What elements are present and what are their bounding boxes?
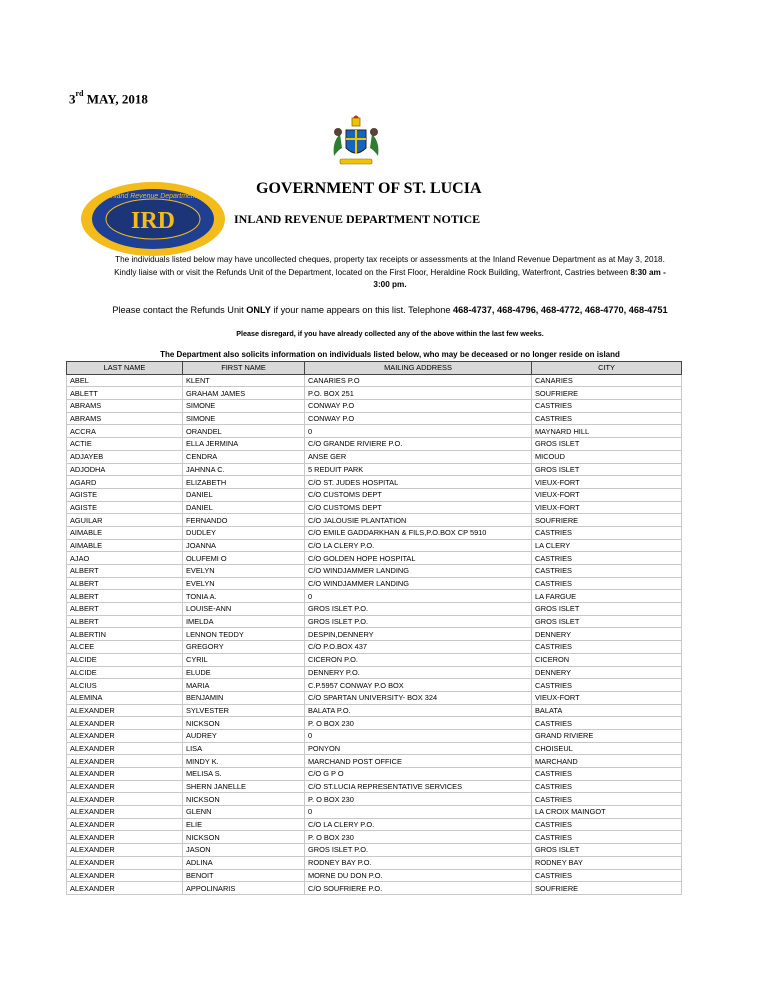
disregard-note: Please disregard, if you have already collected any of the above within the last few weeks. — [236, 329, 544, 338]
table-row — [67, 818, 682, 831]
cell-city: SOUFRIERE — [532, 882, 682, 895]
cell-city: CASTRIES — [532, 831, 682, 844]
cell-city: CASTRIES — [532, 641, 682, 654]
cell-first-name: DANIEL — [183, 501, 305, 514]
cell-mailing-address: PONYON — [305, 742, 532, 755]
cell-last-name: ALEXANDER — [67, 844, 183, 857]
cell-last-name: ALEXANDER — [67, 704, 183, 717]
date-month-year: MAY, 2018 — [86, 91, 148, 107]
cell-mailing-address: P.O. BOX 251 — [305, 387, 532, 400]
cell-mailing-address: DESPIN,DENNERY — [305, 628, 532, 641]
cell-first-name: APPOLINARIS — [183, 882, 305, 895]
cell-city: LA FARGUE — [532, 590, 682, 603]
refunds-table — [66, 361, 682, 895]
cell-first-name: GRAHAM JAMES — [183, 387, 305, 400]
contact-line — [40, 305, 740, 315]
cell-city: DENNERY — [532, 666, 682, 679]
cell-mailing-address: 0 — [305, 806, 532, 819]
cell-city: CASTRIES — [532, 818, 682, 831]
cell-mailing-address: C/O LA CLERY P.O. — [305, 539, 532, 552]
cell-last-name: ALEXANDER — [67, 831, 183, 844]
cell-mailing-address: C.P.5957 CONWAY P.O BOX — [305, 679, 532, 692]
table-row — [67, 412, 682, 425]
office-hours-end: 3:00 pm. — [373, 280, 407, 289]
cell-mailing-address: 0 — [305, 729, 532, 742]
cell-last-name: ALEXANDER — [67, 768, 183, 781]
table-row — [67, 653, 682, 666]
cell-mailing-address: 5 REDUIT PARK — [305, 463, 532, 476]
cell-city: CASTRIES — [532, 793, 682, 806]
svg-text:IRD: IRD — [130, 208, 176, 234]
cell-last-name: ALEMINA — [67, 691, 183, 704]
cell-last-name: ABRAMS — [67, 412, 183, 425]
cell-first-name: LISA — [183, 742, 305, 755]
cell-first-name: EVELYN — [183, 565, 305, 578]
cell-first-name: NICKSON — [183, 717, 305, 730]
cell-mailing-address: MORNE DU DON P.O. — [305, 869, 532, 882]
table-header-row — [67, 362, 682, 375]
table-row — [67, 565, 682, 578]
cell-mailing-address: 0 — [305, 425, 532, 438]
cell-city: CASTRIES — [532, 565, 682, 578]
cell-city: GRAND RIVIERE — [532, 729, 682, 742]
table-row — [67, 374, 682, 387]
cell-city: CASTRIES — [532, 869, 682, 882]
cell-city: CASTRIES — [532, 552, 682, 565]
cell-last-name: ALEXANDER — [67, 806, 183, 819]
table-row — [67, 768, 682, 781]
table-row — [67, 869, 682, 882]
cell-mailing-address: C/O EMILE GADDARKHAN & FILS,P.O.BOX CP 5910 — [305, 526, 532, 539]
intro-line-2-text: Kindly liaise with or visit the Refunds Unit of the Department, located on the First Floor, Heraldine Rock Building, Waterfront, Castries between — [114, 267, 631, 277]
cell-last-name: ALBERT — [67, 603, 183, 616]
table-row — [67, 450, 682, 463]
cell-last-name: ALEXANDER — [67, 856, 183, 869]
table-row — [67, 806, 682, 819]
table-row — [67, 742, 682, 755]
cell-last-name: ALCIUS — [67, 679, 183, 692]
table-row — [67, 514, 682, 527]
table-row — [67, 755, 682, 768]
cell-first-name: GLENN — [183, 806, 305, 819]
cell-first-name: CENDRA — [183, 450, 305, 463]
cell-last-name: ABRAMS — [67, 400, 183, 413]
cell-mailing-address: DENNERY P.O. — [305, 666, 532, 679]
table-row — [67, 691, 682, 704]
table-row — [67, 704, 682, 717]
cell-mailing-address: ANSE GER — [305, 450, 532, 463]
cell-mailing-address: C/O WINDJAMMER LANDING — [305, 577, 532, 590]
cell-first-name: NICKSON — [183, 831, 305, 844]
cell-mailing-address: 0 — [305, 590, 532, 603]
cell-city: GROS ISLET — [532, 603, 682, 616]
table-row — [67, 628, 682, 641]
notice-date — [69, 91, 148, 107]
cell-city: VIEUX-FORT — [532, 488, 682, 501]
cell-last-name: AJAO — [67, 552, 183, 565]
cell-last-name: ALEXANDER — [67, 793, 183, 806]
cell-last-name: ALEXANDER — [67, 818, 183, 831]
cell-city: GROS ISLET — [532, 844, 682, 857]
cell-mailing-address: C/O WINDJAMMER LANDING — [305, 565, 532, 578]
table-row — [67, 476, 682, 489]
cell-city: SOUFRIERE — [532, 514, 682, 527]
solicit-note: The Department also solicits information on individuals listed below, who may be deceased or no longer reside on island — [160, 350, 620, 359]
cell-city: VIEUX-FORT — [532, 691, 682, 704]
cell-mailing-address: C/O SOUFRIERE P.O. — [305, 882, 532, 895]
cell-last-name: AGISTE — [67, 501, 183, 514]
table-row — [67, 552, 682, 565]
cell-first-name: OLUFEMI O — [183, 552, 305, 565]
cell-last-name: ADJODHA — [67, 463, 183, 476]
table-row — [67, 844, 682, 857]
cell-first-name: JAHNNA C. — [183, 463, 305, 476]
cell-mailing-address: CANARIES P.O — [305, 374, 532, 387]
cell-city: MARCHAND — [532, 755, 682, 768]
cell-mailing-address: MARCHAND POST OFFICE — [305, 755, 532, 768]
cell-first-name: SIMONE — [183, 400, 305, 413]
cell-mailing-address: C/O SPARTAN UNIVERSITY- BOX 324 — [305, 691, 532, 704]
government-title: GOVERNMENT OF ST. LUCIA — [256, 180, 482, 197]
cell-city: CANARIES — [532, 374, 682, 387]
cell-mailing-address: C/O ST.LUCIA REPRESENTATIVE SERVICES — [305, 780, 532, 793]
cell-mailing-address: GROS ISLET P.O. — [305, 603, 532, 616]
cell-last-name: ALEXANDER — [67, 869, 183, 882]
cell-first-name: GREGORY — [183, 641, 305, 654]
cell-city: CASTRIES — [532, 526, 682, 539]
table-row — [67, 425, 682, 438]
department-notice-title: INLAND REVENUE DEPARTMENT NOTICE — [234, 212, 481, 226]
table-row — [67, 400, 682, 413]
cell-last-name: ABEL — [67, 374, 183, 387]
cell-first-name: ELIE — [183, 818, 305, 831]
cell-last-name: ALBERT — [67, 590, 183, 603]
table-row — [67, 387, 682, 400]
cell-last-name: ALEXANDER — [67, 755, 183, 768]
cell-last-name: ALBERT — [67, 565, 183, 578]
cell-last-name: ALEXANDER — [67, 729, 183, 742]
coat-of-arms-icon — [326, 114, 386, 168]
cell-first-name: KLENT — [183, 374, 305, 387]
cell-city: SOUFRIERE — [532, 387, 682, 400]
cell-city: CASTRIES — [532, 400, 682, 413]
cell-mailing-address: C/O GRANDE RIVIERE P.O. — [305, 438, 532, 451]
cell-first-name: ADLINA — [183, 856, 305, 869]
table-body — [67, 374, 682, 894]
contact-after: if your name appears on this list. Telephone — [270, 305, 454, 315]
header-mailing-address: MAILING ADDRESS — [305, 362, 532, 375]
cell-city: GROS ISLET — [532, 463, 682, 476]
cell-last-name: ALCIDE — [67, 666, 183, 679]
table-row — [67, 856, 682, 869]
header-last-name: LAST NAME — [67, 362, 183, 375]
cell-last-name: AIMABLE — [67, 539, 183, 552]
table-row — [67, 641, 682, 654]
cell-city: GROS ISLET — [532, 615, 682, 628]
cell-city: LA CLERY — [532, 539, 682, 552]
date-day: 3 — [69, 91, 76, 107]
cell-first-name: BENOIT — [183, 869, 305, 882]
cell-first-name: JASON — [183, 844, 305, 857]
cell-city: CASTRIES — [532, 412, 682, 425]
cell-mailing-address: C/O LA CLERY P.O. — [305, 818, 532, 831]
cell-mailing-address: P. O BOX 230 — [305, 831, 532, 844]
cell-first-name: LOUISE-ANN — [183, 603, 305, 616]
table-row — [67, 577, 682, 590]
cell-city: CASTRIES — [532, 679, 682, 692]
cell-mailing-address: BALATA P.O. — [305, 704, 532, 717]
cell-last-name: ACTIE — [67, 438, 183, 451]
cell-first-name: SHERN JANELLE — [183, 780, 305, 793]
cell-mailing-address: C/O CUSTOMS DEPT — [305, 501, 532, 514]
table-row — [67, 780, 682, 793]
table-row — [67, 666, 682, 679]
cell-city: CASTRIES — [532, 717, 682, 730]
header-first-name: FIRST NAME — [183, 362, 305, 375]
cell-mailing-address: C/O ST. JUDES HOSPITAL — [305, 476, 532, 489]
cell-mailing-address: CONWAY P.O — [305, 412, 532, 425]
table-row — [67, 729, 682, 742]
cell-last-name: AIMABLE — [67, 526, 183, 539]
cell-first-name: LENNON TEDDY — [183, 628, 305, 641]
cell-first-name: MARIA — [183, 679, 305, 692]
cell-first-name: CYRIL — [183, 653, 305, 666]
cell-first-name: SIMONE — [183, 412, 305, 425]
cell-first-name: TONIA A. — [183, 590, 305, 603]
date-suffix: rd — [75, 89, 84, 98]
cell-last-name: AGARD — [67, 476, 183, 489]
cell-last-name: AGUILAR — [67, 514, 183, 527]
cell-first-name: FERNANDO — [183, 514, 305, 527]
cell-first-name: EVELYN — [183, 577, 305, 590]
cell-mailing-address: GROS ISLET P.O. — [305, 615, 532, 628]
table-row — [67, 539, 682, 552]
cell-last-name: ADJAYEB — [67, 450, 183, 463]
cell-mailing-address: CONWAY P.O — [305, 400, 532, 413]
cell-first-name: AUDREY — [183, 729, 305, 742]
cell-first-name: BENJAMIN — [183, 691, 305, 704]
intro-line-3 — [60, 279, 720, 292]
cell-last-name: ACCRA — [67, 425, 183, 438]
cell-mailing-address: C/O GOLDEN HOPE HOSPITAL — [305, 552, 532, 565]
table-row — [67, 501, 682, 514]
cell-last-name: ALBERT — [67, 615, 183, 628]
table-row — [67, 793, 682, 806]
cell-first-name: ELLA JERMINA — [183, 438, 305, 451]
table-row — [67, 488, 682, 501]
contact-only: ONLY — [246, 305, 271, 315]
cell-mailing-address: RODNEY BAY P.O. — [305, 856, 532, 869]
cell-mailing-address: GROS ISLET P.O. — [305, 844, 532, 857]
cell-last-name: ALEXANDER — [67, 882, 183, 895]
cell-last-name: ABLETT — [67, 387, 183, 400]
cell-city: CASTRIES — [532, 768, 682, 781]
cell-first-name: DUDLEY — [183, 526, 305, 539]
cell-city: GROS ISLET — [532, 438, 682, 451]
cell-last-name: ALEXANDER — [67, 742, 183, 755]
header-city: CITY — [532, 362, 682, 375]
cell-city: VIEUX-FORT — [532, 476, 682, 489]
table-row — [67, 679, 682, 692]
cell-mailing-address: C/O JALOUSIE PLANTATION — [305, 514, 532, 527]
cell-first-name: MELISA S. — [183, 768, 305, 781]
cell-city: RODNEY BAY — [532, 856, 682, 869]
cell-mailing-address: C/O P.O.BOX 437 — [305, 641, 532, 654]
cell-first-name: IMELDA — [183, 615, 305, 628]
cell-city: MICOUD — [532, 450, 682, 463]
cell-mailing-address: CICERON P.O. — [305, 653, 532, 666]
cell-first-name: ELUDE — [183, 666, 305, 679]
cell-last-name: ALEXANDER — [67, 780, 183, 793]
cell-first-name: NICKSON — [183, 793, 305, 806]
telephone-numbers: 468-4737, 468-4796, 468-4772, 468-4770, 468-4751 — [453, 305, 668, 315]
table-row — [67, 590, 682, 603]
table-row — [67, 463, 682, 476]
table-row — [67, 882, 682, 895]
cell-mailing-address: C/O CUSTOMS DEPT — [305, 488, 532, 501]
cell-city: VIEUX-FORT — [532, 501, 682, 514]
cell-first-name: DANIEL — [183, 488, 305, 501]
cell-city: CICERON — [532, 653, 682, 666]
cell-first-name: ORANDEL — [183, 425, 305, 438]
cell-first-name: ELIZABETH — [183, 476, 305, 489]
cell-first-name: SYLVESTER — [183, 704, 305, 717]
cell-mailing-address: P. O BOX 230 — [305, 793, 532, 806]
cell-last-name: ALCEE — [67, 641, 183, 654]
cell-city: MAYNARD HILL — [532, 425, 682, 438]
cell-last-name: ALEXANDER — [67, 717, 183, 730]
svg-text:Inland Revenue Department: Inland Revenue Department — [109, 193, 197, 200]
intro-paragraph — [60, 254, 720, 292]
cell-city: CHOISEUL — [532, 742, 682, 755]
cell-last-name: ALBERT — [67, 577, 183, 590]
cell-last-name: ALBERTIN — [67, 628, 183, 641]
cell-city: BALATA — [532, 704, 682, 717]
office-hours-start: 8:30 am - — [630, 267, 666, 277]
cell-last-name: ALCIDE — [67, 653, 183, 666]
intro-line-1: The individuals listed below may have uncollected cheques, property tax receipts or assessments at the Inland Revenue Department as at May 3, 2018. — [115, 255, 665, 264]
table-row — [67, 603, 682, 616]
cell-city: LA CROIX MAINGOT — [532, 806, 682, 819]
contact-before: Please contact the Refunds Unit — [112, 305, 247, 315]
cell-mailing-address: C/O G P O — [305, 768, 532, 781]
cell-first-name: MINDY K. — [183, 755, 305, 768]
cell-last-name: AGISTE — [67, 488, 183, 501]
cell-mailing-address: P. O BOX 230 — [305, 717, 532, 730]
intro-line-2 — [60, 267, 720, 280]
cell-first-name: JOANNA — [183, 539, 305, 552]
cell-city: CASTRIES — [532, 780, 682, 793]
table-row — [67, 717, 682, 730]
table-row — [67, 615, 682, 628]
cell-city: CASTRIES — [532, 577, 682, 590]
table-row — [67, 526, 682, 539]
table-row — [67, 438, 682, 451]
cell-city: DENNERY — [532, 628, 682, 641]
table-row — [67, 831, 682, 844]
